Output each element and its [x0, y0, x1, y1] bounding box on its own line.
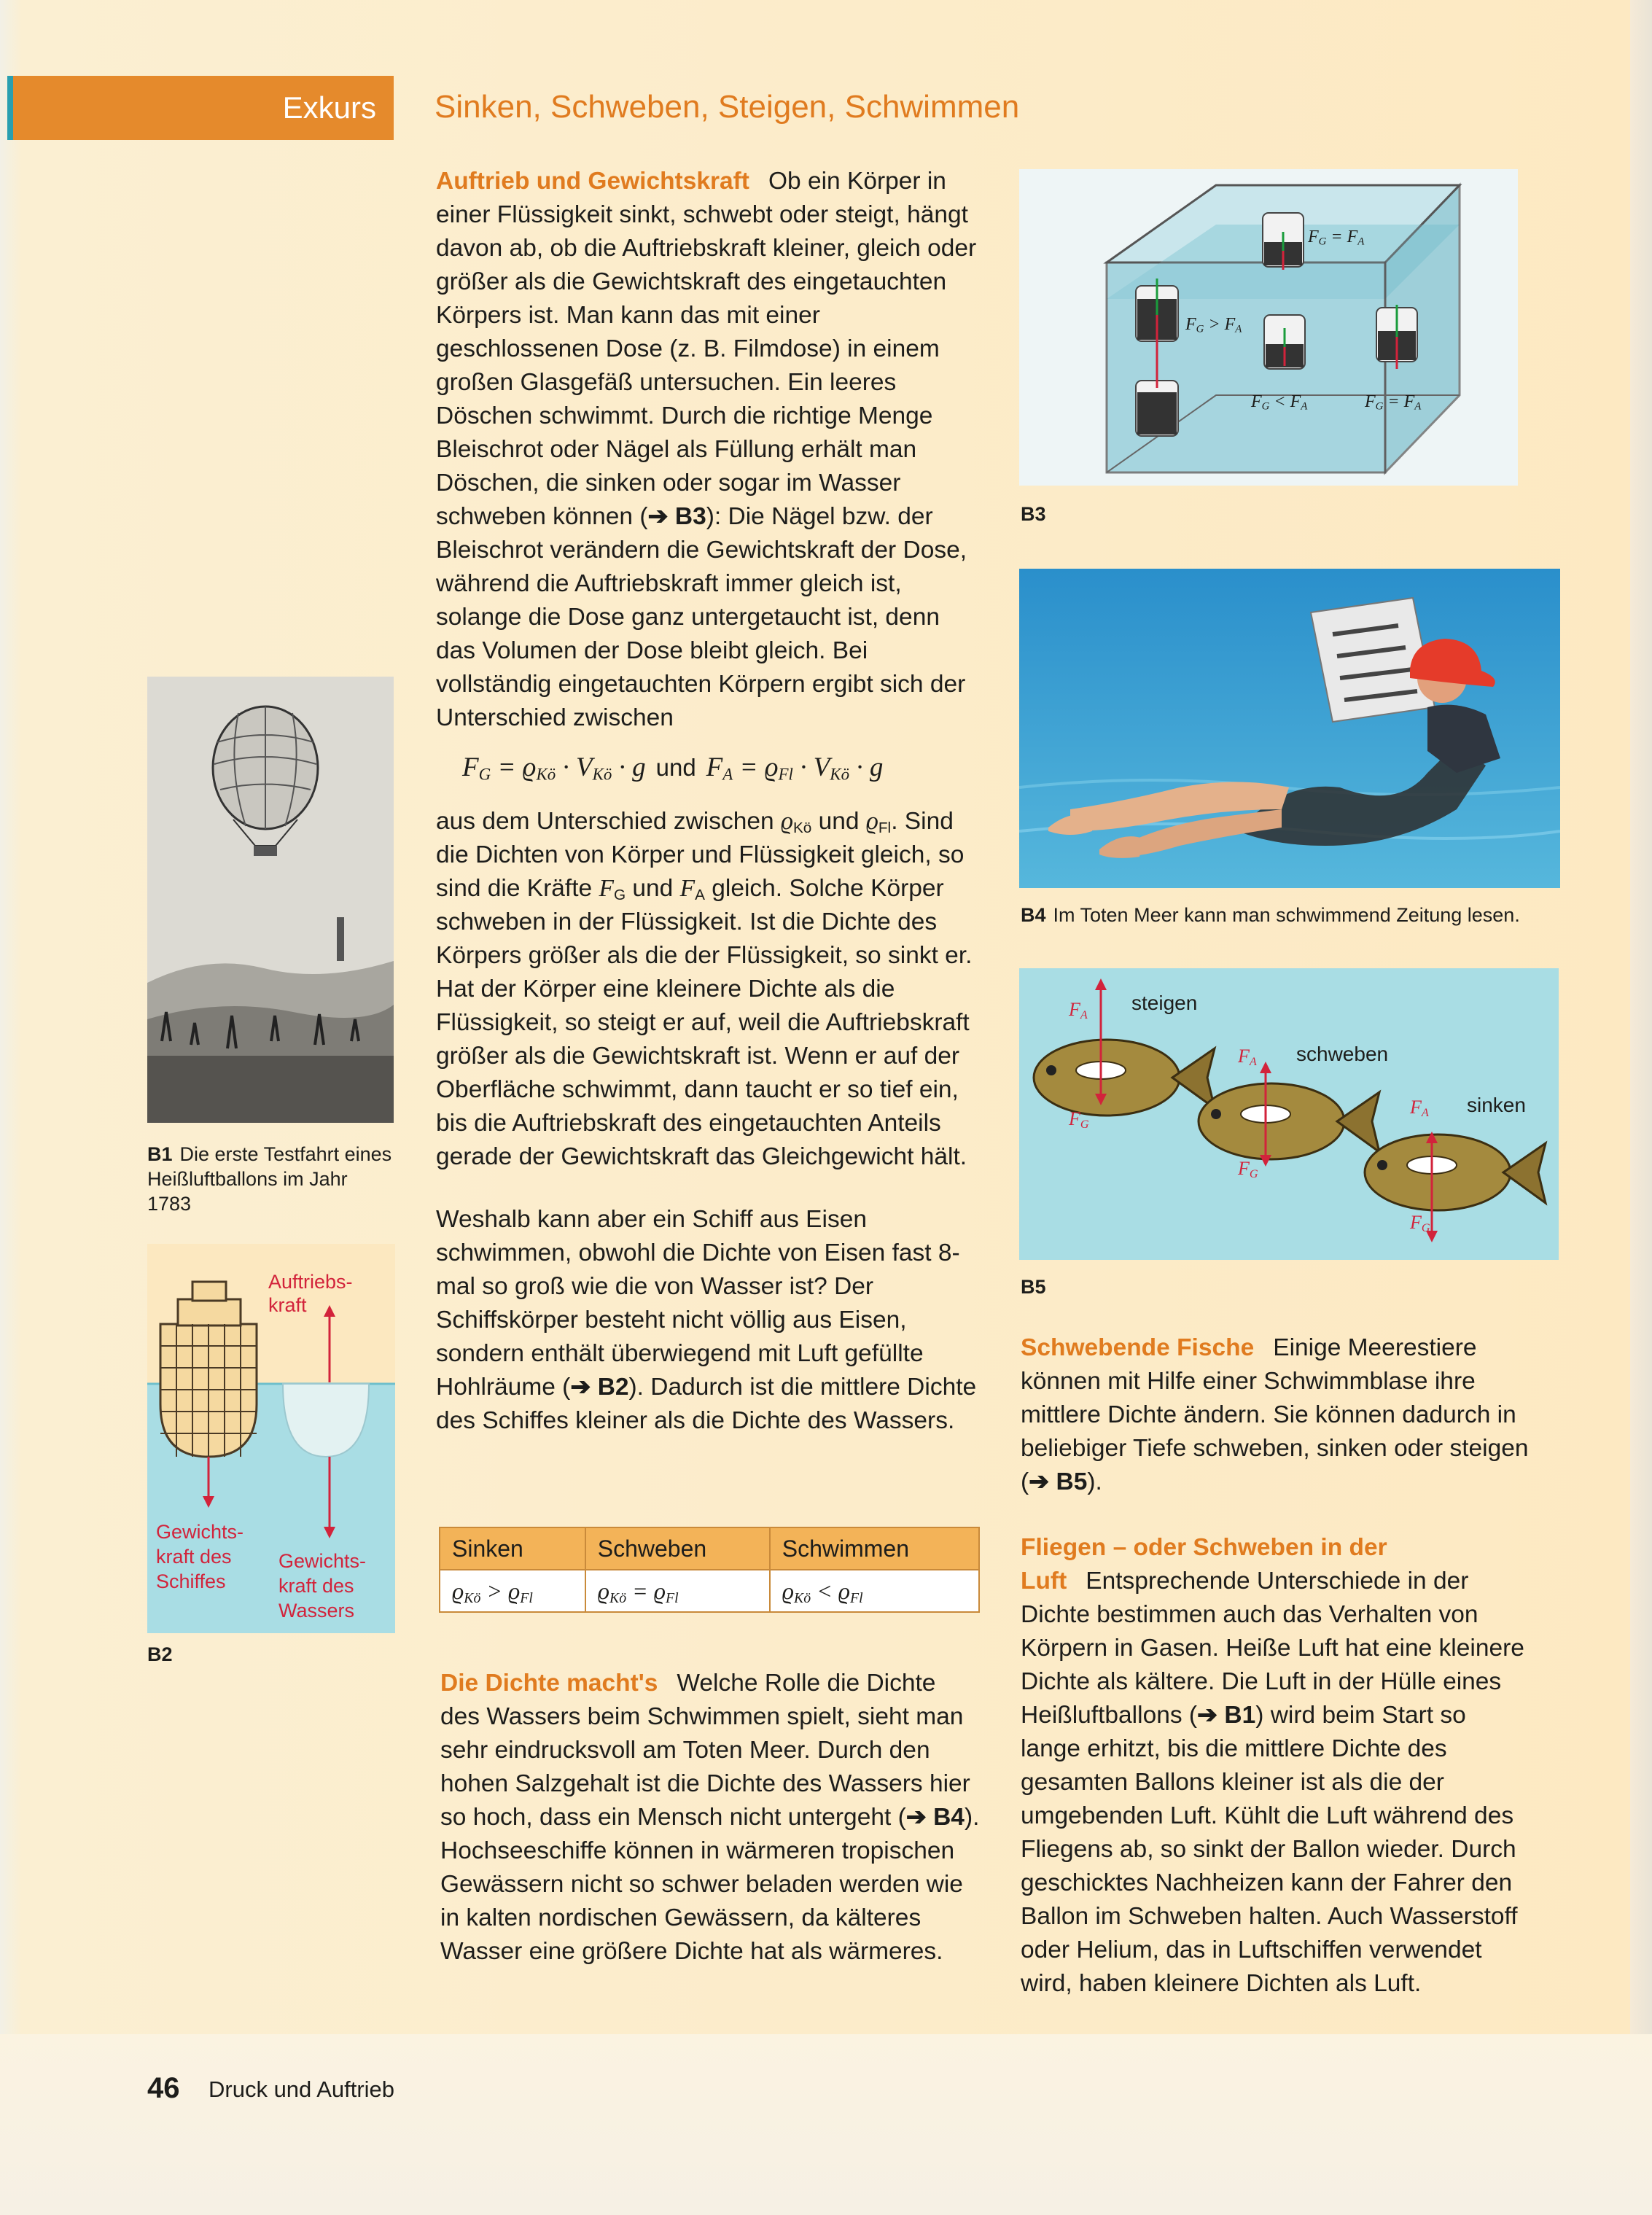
- b2-gewicht-wasser-label: Gewichts- kraft des Wassers: [278, 1550, 367, 1622]
- table-header: Schweben: [585, 1527, 770, 1570]
- can-left-lower: [1136, 381, 1178, 436]
- b5-label-steigen: steigen: [1131, 992, 1198, 1014]
- heading-fische: Schwebende Fische: [1021, 1334, 1255, 1361]
- paragraph-auftrieb: Auftrieb und Gewichtskraft Ob ein Körper in einer Flüssigkeit sinkt, schwebt oder steigt, hängt davon ab, ob die Auftriebskraft kleiner, gleich oder größer als die Gewichtskraft des eingetauchten Körpers ist. Man kann das mit einer geschlossenen Dose (z. B. Filmdose) in einem großen Glasgefäß untersuchen. Ein leeres Döschen schwimmt. Durch die richtige Menge Bleischrot oder Nägel als Füllung erhält man Döschen, die sinken oder sogar im Wasser schweben können (➔ B3): Die Nägel bzw. der Bleischrot verändern die Gewichtskraft der Dose, während die Auftriebskraft immer gleich ist, solange die Dose ganz untergetaucht ist, denn das Volumen der Dose bleibt gleich. Bei vollständig eingetauchten Körpern ergibt sich der Unterschied zwischen: [436, 168, 977, 731]
- b5-label: B5: [1021, 1276, 1046, 1298]
- b1-balloon-engraving: [147, 677, 394, 1123]
- fish-schweben: [1199, 1062, 1379, 1167]
- density-table: [439, 1527, 980, 1613]
- ref-b1[interactable]: ➔ B1: [1197, 1702, 1256, 1729]
- chapter-title: Druck und Auftrieb: [209, 2076, 395, 2102]
- b4-illustration: [1019, 569, 1560, 888]
- exkurs-label: Exkurs: [282, 90, 376, 125]
- page-edge: [1630, 0, 1652, 2215]
- paragraph-dichte-vergleich: aus dem Unterschied zwischen $ϱ_{Kö}$ und $ϱ_{Fl}$. Sind die Dichten von Körper und Flüssigkeit gleich, so sind die Kräfte $F_G$ und $F_A$ gleich. Solche Körper schweben in der Flüssigkeit. Ist die Dichte des Körpers größer als die der Flüssigkeit, so sinkt er. Hat der Körper eine kleinere Dichte als die Flüssigkeit, so steigt er auf, weil die Auftriebskraft größer als die Gewichtskraft ist. Wenn er auf der Oberfläche schwimmt, dann taucht er so tief ein, bis die Auftriebskraft des eingetauchten Anteils gerade der Gewichtskraft das Gleichgewicht hält.: [436, 808, 973, 1170]
- b5-caption: [1021, 1274, 1053, 1299]
- heading-dichte-macht: Die Dichte macht's: [440, 1670, 658, 1697]
- ref-b3[interactable]: ➔ B3: [647, 503, 706, 530]
- paragraph-schiff: Weshalb kann aber ein Schiff aus Eisen schwimmen, obwohl die Dichte von Eisen fast 8-mal so groß wie die von Wasser ist? Der Schiffskörper besteht nicht völlig aus Eisen, sondern enthält überwiegend mit Luft gefüllte Hohlräume (➔ B2). Dadurch ist die mittlere Dichte des Schiffes kleiner als die Dichte des Wassers.: [436, 1206, 977, 1434]
- b5-force-fa-2: $F_A$: [1238, 1046, 1257, 1069]
- bottom-margin: [0, 2034, 1652, 2215]
- fish-sinken: [1365, 1132, 1546, 1242]
- right-column: [1021, 1331, 1531, 2001]
- b2-caption: [147, 1642, 180, 1667]
- table-cell: $ϱ_{Kö} = ϱ_{Fl}$: [585, 1570, 770, 1612]
- b3-label-bottom-right: $F_G = F_A$: [1365, 392, 1422, 413]
- b1-caption: B1 Die erste Testfahrt eines Heißluftballons im Jahr 1783: [147, 1143, 392, 1215]
- b3-label-top: $F_G = F_A$: [1308, 227, 1365, 248]
- ref-b4[interactable]: ➔ B4: [905, 1804, 965, 1831]
- b2-auftrieb-label: Auftriebs- kraft: [268, 1271, 353, 1316]
- b5-fish-diagram: [1019, 968, 1559, 1260]
- table-cell: $ϱ_{Kö} < ϱ_{Fl}$: [770, 1570, 979, 1612]
- b4-label: B4: [1021, 904, 1046, 926]
- b5-force-fg-3: $F_G$: [1410, 1212, 1430, 1235]
- b5-force-fg-1: $F_G$: [1069, 1108, 1089, 1132]
- b3-label: B3: [1021, 503, 1046, 525]
- heading-auftrieb: Auftrieb und Gewichtskraft: [436, 168, 749, 195]
- b4-dead-sea-photo: [1019, 569, 1560, 888]
- formula: $F_G = ϱ_{Kö} \cdot V_{Kö} \cdot g$ und $F_A = ϱ_{Fl} \cdot V_{Kö} \cdot g$: [462, 752, 884, 784]
- table-header: Sinken: [440, 1527, 585, 1570]
- b5-label-schweben: schweben: [1296, 1043, 1389, 1065]
- ref-b5[interactable]: ➔ B5: [1029, 1468, 1088, 1495]
- paragraph-dichte-macht: Die Dichte macht's Welche Rolle die Dichte des Wassers beim Schwimmen spielt, sieht man sehr eindrucksvoll am Toten Meer. Durch den hohen Salzgehalt ist die Dichte des Wassers hier so hoch, dass ein Mensch nicht untergeht (➔ B4). Hochseeschiffe können in wärmeren tropischen Gewässern nicht so schwer beladen werden wie in kalten nordischen Gewässern, da kälteres Wasser eine größere Dichte hat als wärmeres.: [440, 1670, 980, 1965]
- paragraph-fliegen: Fliegen – oder Schweben in der Luft Entsprechende Unterschiede in der Dichte bestimmen auch das Verhalten von Körpern in Gasen. Heiße Luft hat eine kleinere Dichte als kältere. Die Luft in der Hülle eines Heißluftballons (➔ B1) wird beim Start so lange erhitzt, bis die mittlere Dichte des gesamten Ballons kleiner ist als die der umgebenden Luft. Kühlt die Luft während des Fliegens ab, so sinkt der Ballon wieder. Durch geschicktes Nachheizen kann der Fahrer den Ballon im Schweben halten. Auch Wasserstoff oder Helium, das in Luftschiffen verwendet wird, haben kleinere Dichten als Luft.: [1021, 1534, 1524, 1997]
- page-title: Sinken, Schweben, Steigen, Schwimmen: [435, 89, 1020, 125]
- exkurs-tag: [7, 76, 394, 140]
- b3-illustration: [1019, 169, 1518, 486]
- b3-label-bottom-middle: $F_G < F_A$: [1251, 392, 1308, 413]
- main-column-lower: [440, 1667, 981, 1969]
- page-number: 46: [147, 2072, 180, 2104]
- b2-gewicht-schiff-label: Gewichts- kraft des Schiffes: [156, 1521, 244, 1592]
- paragraph-fische: Schwebende Fische Einige Meerestiere können mit Hilfe einer Schwimmblase ihre mittlere Dichte ändern. Sie können dadurch in beliebiger Tiefe schweben, sinken oder steigen (➔ B5).: [1021, 1334, 1529, 1495]
- b3-label-left: $F_G > F_A$: [1185, 315, 1242, 335]
- b2-label: B2: [147, 1643, 173, 1665]
- b3-caption: [1021, 502, 1053, 526]
- b5-force-fa-1: $F_A$: [1069, 999, 1088, 1022]
- table-header-row: [440, 1527, 979, 1570]
- b5-label-sinken: sinken: [1467, 1094, 1526, 1116]
- table-row: [440, 1570, 979, 1612]
- main-column: [436, 165, 977, 1438]
- b5-force-fg-2: $F_G$: [1238, 1158, 1258, 1181]
- b4-caption: B4 Im Toten Meer kann man schwimmend Zeitung lesen.: [1021, 904, 1520, 926]
- b1-label: B1: [147, 1143, 173, 1165]
- b5-force-fa-3: $F_A$: [1410, 1097, 1429, 1120]
- balloon-illustration: [147, 677, 394, 1123]
- ref-b2[interactable]: ➔ B2: [570, 1374, 629, 1401]
- b2-ship-diagram: [147, 1244, 395, 1633]
- b3-glass-tank: [1019, 169, 1518, 486]
- heading-fliegen: Fliegen – oder Schweben in der Luft: [1021, 1534, 1387, 1595]
- table-header: Schwimmen: [770, 1527, 979, 1570]
- table-cell: $ϱ_{Kö} > ϱ_{Fl}$: [440, 1570, 585, 1612]
